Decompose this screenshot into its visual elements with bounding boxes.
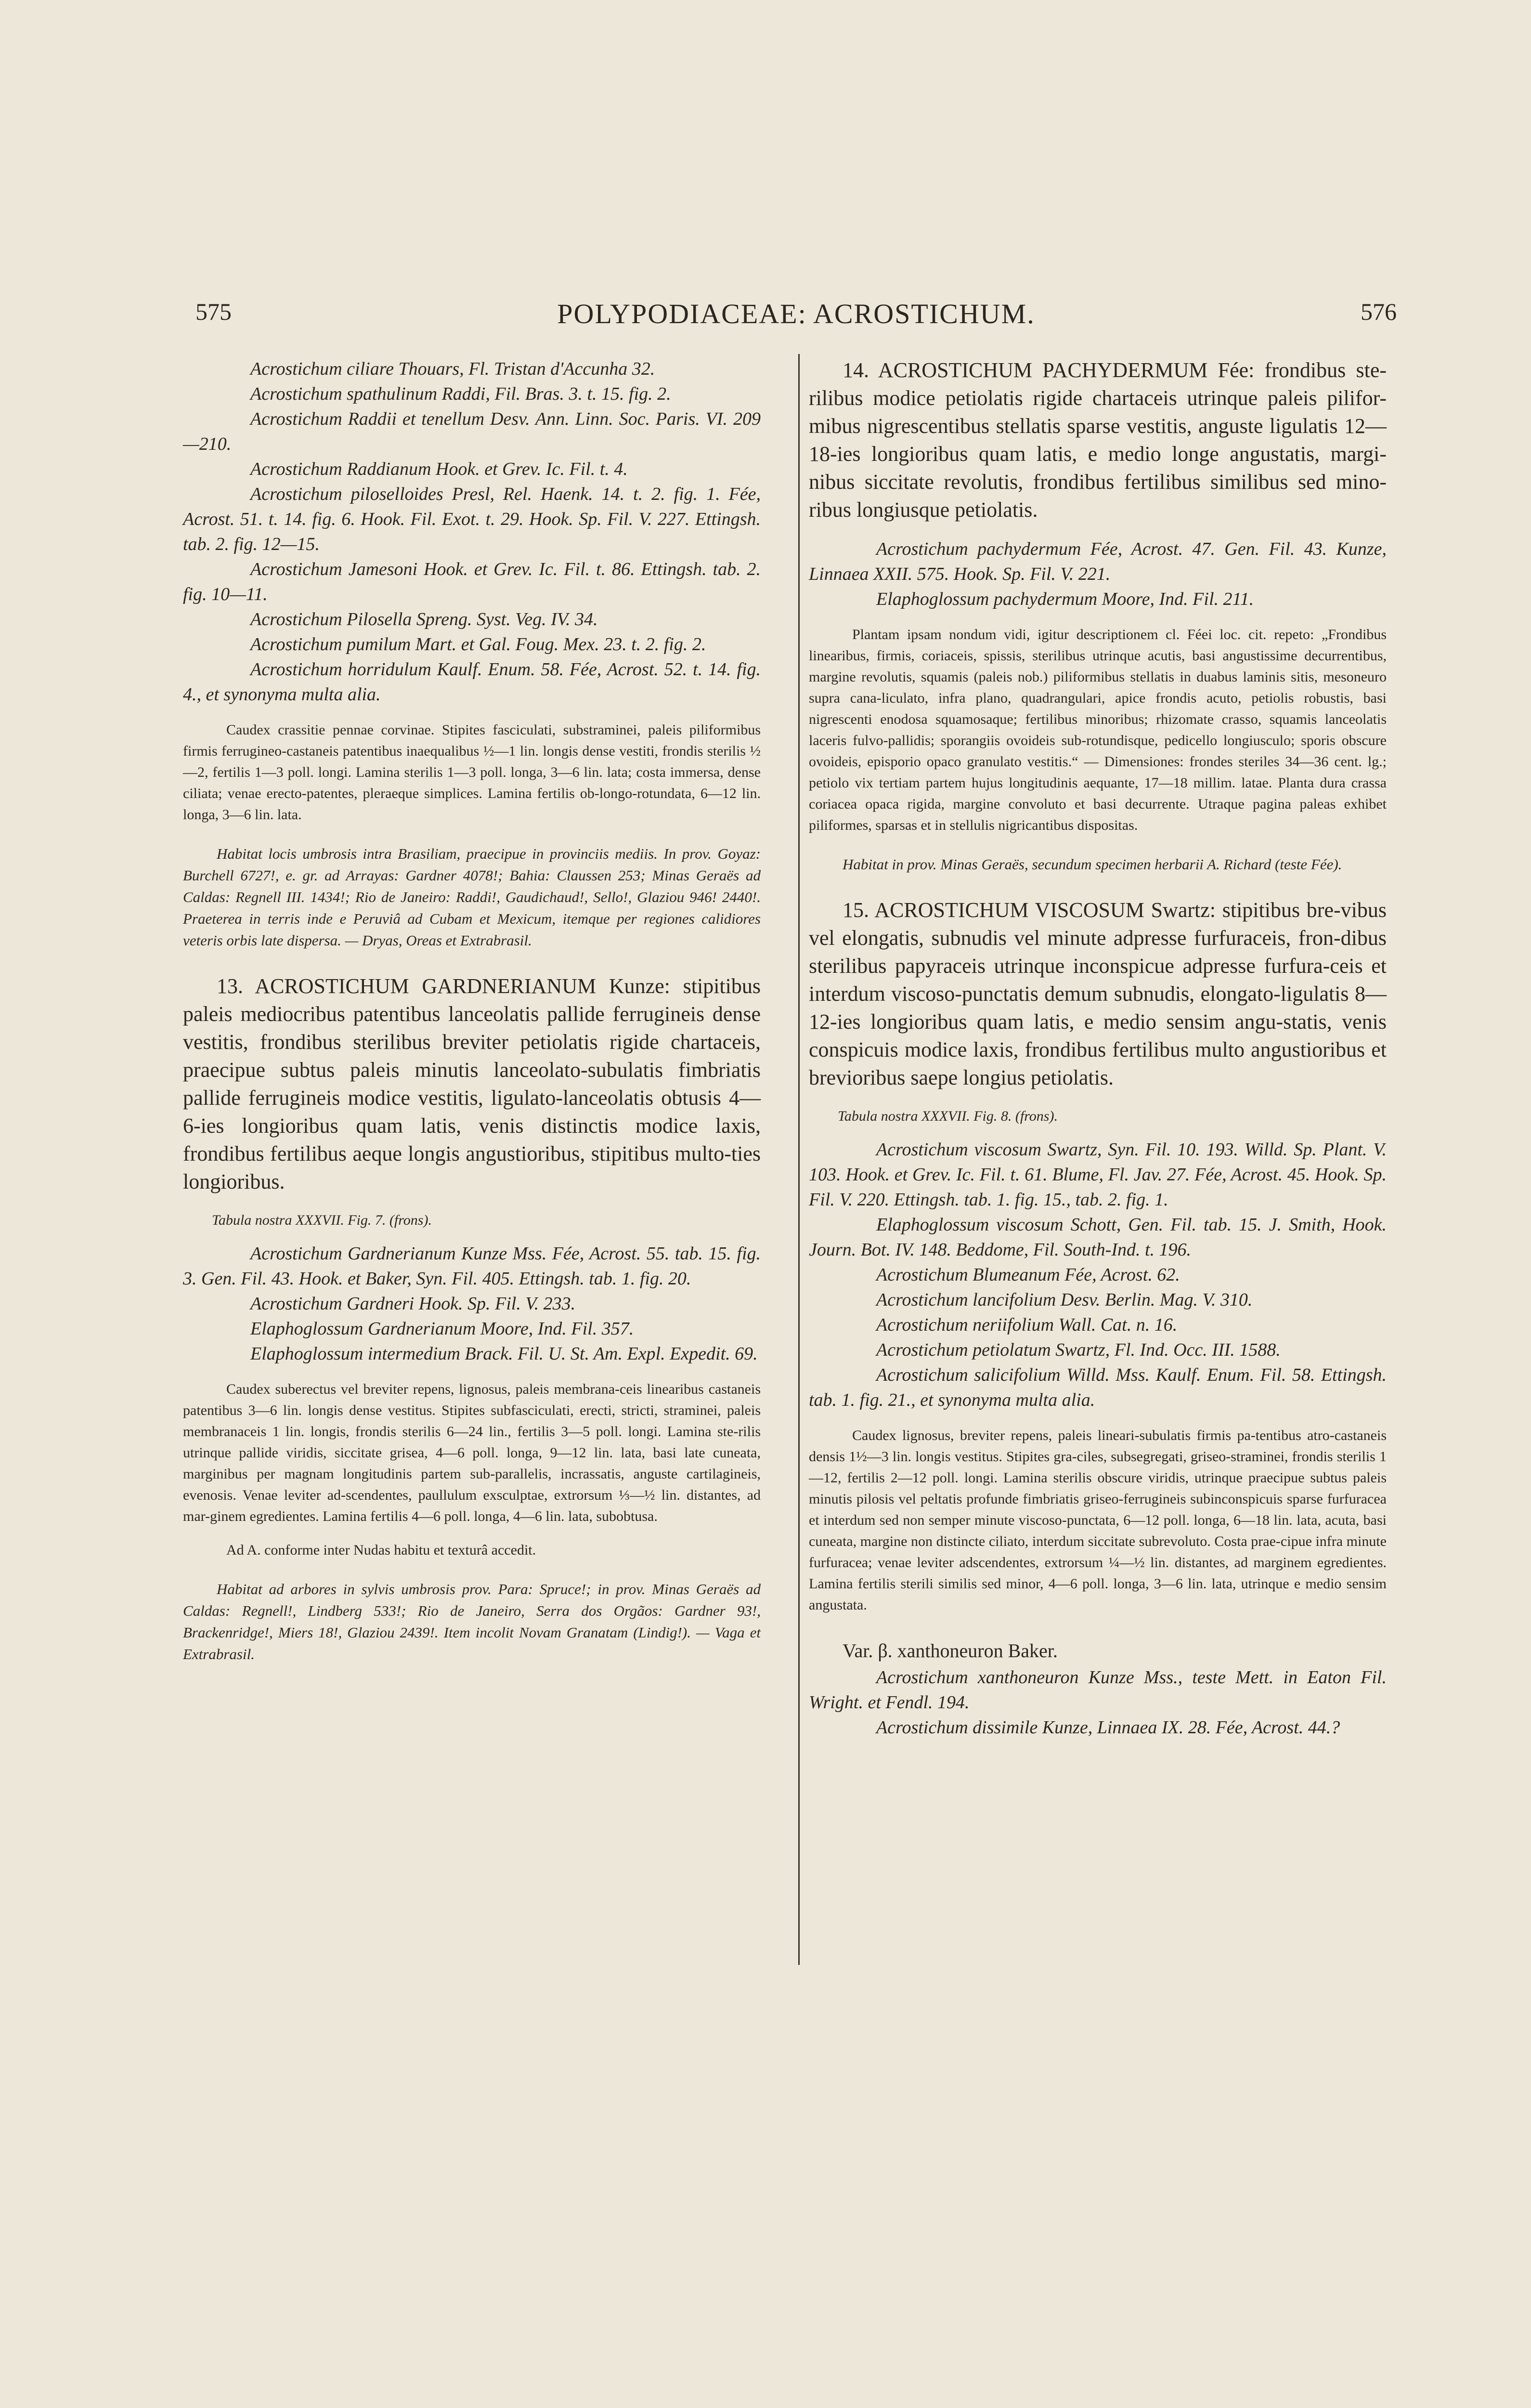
synonym: Acrostichum Raddianum Hook. et Grev. Ic. Fil. t. 4. bbox=[250, 459, 628, 479]
habitat-note: Habitat ad arbores in sylvis umbrosis prov. Para: Spruce!; in prov. Minas Geraës ad Caldas: Regnell!, Lindberg 533!; Rio de Janeiro, Serra dos Orgãos: Gardner 93!, Brackenridge!, Miers 18!, Glaziou 2439!. Item incolit Novam Granatam (Lindig!). — Vaga et Extrabrasil. bbox=[183, 1581, 761, 1662]
plate-reference: Tabula nostra XXXVII. Fig. 8. (frons). bbox=[838, 1108, 1058, 1124]
left-column bbox=[183, 356, 761, 1665]
synonym: Acrostichum Pilosella Spreng. Syst. Veg. IV. 34. bbox=[250, 609, 598, 629]
description: Plantam ipsam nondum vidi, igitur descriptionem cl. Féei loc. cit. repeto: „Frondibus linearibus, firmis, coriaceis, spissis, sterilibus utrinque acutis, basi angustissime decurrentibus, margine revolutis, squamis (paleis nob.) piliformibus stellatis in duabus laminis sitis, mesoneuro supra cana-liculato, infra plano, quadrangulari, apice frondis acuto, petiolis robustis, basi nigrescenti enodosa squamosaque; fertilibus minoribus; rhizomate crasso, squamis lanceolatis laceris fulvo-pallidis; sporangiis ovoideis sub-rotundisque, pedicello longiusculo; sporis obscure ovoideis, episporio opaco granulato vestitis.“ — Dimensiones: frondes steriles 34—36 cent. lg.; petiolo vix tertiam partem hujus longitudinis aequante, 17—18 millim. latae. Planta dura crassa coriacea opaca rigida, margine convoluto et basi decurrente. Utraque pagina paleas exhibet piliformes, sparsas et in stellulis nigricantibus dispositas. bbox=[809, 627, 1387, 833]
synonym: Acrostichum viscosum Swartz, Syn. Fil. 10. 193. Willd. Sp. Plant. V. 103. Hook. et Grev. Ic. Fil. t. 61. Blume, Fl. Jav. 27. Fée, Acrost. 45. Hook. Sp. Fil. V. 220. Ettingsh. tab. 1. fig. 15., tab. 2. fig. 1. bbox=[809, 1139, 1387, 1210]
variety-heading: Var. β. xanthoneuron Baker. bbox=[843, 1640, 1058, 1662]
running-title: POLYPODIACEAE: ACROSTICHUM. bbox=[557, 298, 1035, 329]
habitat-note: Habitat locis umbrosis intra Brasiliam, praecipue in provinciis mediis. In prov. Goyaz: Burchell 6727!, e. gr. ad Arrayas: Gardner 4078!; Bahia: Claussen 253; Minas Geraës ad Caldas: Regnell III. 1434!; Rio de Janeiro: Raddi!, Gaudichaud!, Sello!, Glaziou 946! 2440!. Praeterea in terris inde e Peruviâ ad Cubam et Mexicum, itemque per regiones calidiores veteris orbis late dispersa. — Dryas, Oreas et Extrabrasil. bbox=[183, 845, 761, 949]
habitat-note: Habitat in prov. Minas Geraës, secundum specimen herbarii A. Richard (teste Fée). bbox=[843, 856, 1342, 873]
description: Caudex suberectus vel breviter repens, lignosus, paleis membrana-ceis linearibus castaneis patentibus 3—6 lin. longis dense vestitus. Stipites subfasciculati, erecti, stricti, straminei, paleis membranaceis 1 lin. longis, frondis sterilis 6—24 lin., fertilis 3—5 poll. longi. Lamina ste-rilis utrinque pallide viridis, siccitate grisea, 4—6 poll. longa, 9—12 lin. lata, basi late cuneata, marginibus per magnam longitudinis partem sub-parallelis, incrassatis, anguste cartilagineis, evenosis. Venae leviter ad-scendentes, paullulum exsculptae, extrorsum ⅓—½ lin. distantes, ad mar-ginem egredientes. Lamina fertilis 4—6 poll. longa, 4—6 lin. lata, subobtusa. bbox=[183, 1381, 761, 1524]
synonym: Elaphoglossum pachydermum Moore, Ind. Fil. 211. bbox=[876, 589, 1254, 609]
synonym: Acrostichum pumilum Mart. et Gal. Foug. Mex. 23. t. 2. fig. 2. bbox=[250, 634, 706, 654]
synonym: Acrostichum spathulinum Raddi, Fil. Bras. 3. t. 15. fig. 2. bbox=[250, 384, 671, 404]
page-header bbox=[195, 298, 1397, 336]
synonym: Acrostichum dissimile Kunze, Linnaea IX. 28. Fée, Acrost. 44.? bbox=[876, 1717, 1340, 1738]
note: Ad A. conforme inter Nudas habitu et texturâ accedit. bbox=[226, 1542, 536, 1558]
synonym: Acrostichum lancifolium Desv. Berlin. Mag. V. 310. bbox=[876, 1290, 1253, 1310]
synonym: Acrostichum horridulum Kaulf. Enum. 58. Fée, Acrost. 52. t. 14. fig. 4., et synonyma multa alia. bbox=[183, 659, 761, 705]
synonym: Acrostichum salicifolium Willd. Mss. Kaulf. Enum. Fil. 58. Ettingsh. tab. 1. fig. 21., et synonyma multa alia. bbox=[809, 1365, 1387, 1410]
page-number-left: 575 bbox=[195, 298, 232, 325]
synonym: Acrostichum petiolatum Swartz, Fl. Ind. Occ. III. 1588. bbox=[876, 1340, 1281, 1360]
right-column bbox=[809, 356, 1387, 1740]
synonym: Acrostichum Gardnerianum Kunze Mss. Fée, Acrost. 55. tab. 15. fig. 3. Gen. Fil. 43. Hook. et Baker, Syn. Fil. 405. Ettingsh. tab. 1. fig. 20. bbox=[183, 1243, 761, 1289]
description: Caudex lignosus, breviter repens, paleis lineari-subulatis firmis pa-tentibus atro-castaneis densis 1½—3 lin. longis vestitus. Stipites gra-ciles, subsegregati, griseo-straminei, frondis sterilis 1—12, fertilis 2—12 poll. longi. Lamina sterilis obscure viridis, utrinque praecipue subtus paleis minutis pilosis vel peltatis profunde fimbriatis griseo-ferrugineis subinconspicuis sparse furfuracea et interdum sed non semper minute viscoso-punctata, 6—12 poll. longa, 6—18 lin. lata, acuta, basi cuneata, margine non distincte ciliato, interdum siccitate subrevoluto. Costa prae-cipue infra minute furfuracea; venae leviter adscendentes, extrorsum ¼—½ lin. distantes, ad marginem egredientes. Lamina fertilis sterili similis sed minor, 4—6 poll. longa, 3—6 lin. lata, utrinque e medio sensim angustata. bbox=[809, 1427, 1387, 1613]
synonym: Elaphoglossum intermedium Brack. Fil. U. St. Am. Expl. Expedit. 69. bbox=[250, 1344, 758, 1364]
synonym: Elaphoglossum Gardnerianum Moore, Ind. Fil. 357. bbox=[250, 1319, 634, 1339]
synonym: Acrostichum Jamesoni Hook. et Grev. Ic. Fil. t. 86. Ettingsh. tab. 2. fig. 10—11. bbox=[183, 559, 761, 604]
column-divider bbox=[798, 354, 800, 1965]
synonym: Acrostichum Gardneri Hook. Sp. Fil. V. 233. bbox=[250, 1294, 576, 1314]
page-number-right: 576 bbox=[1361, 298, 1397, 325]
synonym: Elaphoglossum viscosum Schott, Gen. Fil. tab. 15. J. Smith, Hook. Journ. Bot. IV. 148. Beddome, Fil. South-Ind. t. 196. bbox=[809, 1215, 1387, 1260]
synonym: Acrostichum ciliare Thouars, Fl. Tristan d'Accunha 32. bbox=[250, 359, 655, 379]
synonym: Acrostichum Raddii et tenellum Desv. Ann. Linn. Soc. Paris. VI. 209—210. bbox=[183, 409, 761, 454]
synonym: Acrostichum piloselloides Presl, Rel. Haenk. 14. t. 2. fig. 1. Fée, Acrost. 51. t. 14. fig. 6. Hook. Fil. Exot. t. 29. Hook. Sp. Fil. V. 227. Ettingsh. tab. 2. fig. 12—15. bbox=[183, 484, 761, 554]
plate-reference: Tabula nostra XXXVII. Fig. 7. (frons). bbox=[212, 1212, 432, 1228]
species-diagnosis: 15. ACROSTICHUM VISCOSUM Swartz: stipitibus bre-vibus vel elongatis, subnudis vel minute adpresse furfuraceis, fron-dibus sterilibus papyraceis utrinque inconspicue adpresse furfura-ceis et interdum viscoso-punctatis demum subnudis, elongato-ligulatis 8—12-ies longioribus quam latis, e medio sensim angu-statis, venis conspicuis modice laxis, frondibus fertilibus multo angustioribus et brevioribus saepe longius petiolatis. bbox=[809, 898, 1387, 1089]
synonym: Acrostichum pachydermum Fée, Acrost. 47. Gen. Fil. 43. Kunze, Linnaea XXII. 575. Hook. Sp. Fil. V. 221. bbox=[809, 539, 1387, 584]
species-diagnosis: 13. ACROSTICHUM GARDNERIANUM Kunze: stipitibus paleis mediocribus patentibus lanceolatis pallide ferrugineis dense vestitis, frondibus sterilibus breviter petiolatis rigide chartaceis, praecipue subtus paleis minutis lanceolato-subulatis fimbriatis pallide ferrugineis modice vestitis, ligulato-lanceolatis obtusis 4—6-ies longioribus quam latis, venis distinctis modice laxis, frondibus fertilibus aeque longis angustioribus, stipitibus multo-ties longioribus. bbox=[183, 974, 761, 1193]
description: Caudex crassitie pennae corvinae. Stipites fasciculati, substraminei, paleis piliformibus firmis ferrugineo-castaneis patentibus inaequalibus ½—1 lin. longis dense vestiti, frondis sterilis ½—2, fertilis 1—3 poll. longi. Lamina sterilis 1—3 poll. longa, 3—6 lin. lata; costa immersa, dense ciliata; venae erecto-patentes, pleraeque simplices. Lamina fertilis ob-longo-rotundata, 6—12 lin. longa, 3—6 lin. lata. bbox=[183, 722, 761, 823]
synonym: Acrostichum neriifolium Wall. Cat. n. 16. bbox=[876, 1315, 1178, 1335]
species-diagnosis: 14. ACROSTICHUM PACHYDERMUM Fée: frondibus ste-rilibus modice petiolatis rigide chartaceis utrinque paleis pilifor-mibus nigrescentibus stellatis sparse vestitis, anguste ligulatis 12—18-ies longioribus quam latis, e medio longe angustatis, margi-nibus siccitate revolutis, frondibus fertilibus similibus sed mino-ribus longiusque petiolatis. bbox=[809, 358, 1387, 522]
synonym: Acrostichum Blumeanum Fée, Acrost. 62. bbox=[876, 1265, 1180, 1285]
synonym: Acrostichum xanthoneuron Kunze Mss., teste Mett. in Eaton Fil. Wright. et Fendl. 194. bbox=[809, 1667, 1387, 1713]
